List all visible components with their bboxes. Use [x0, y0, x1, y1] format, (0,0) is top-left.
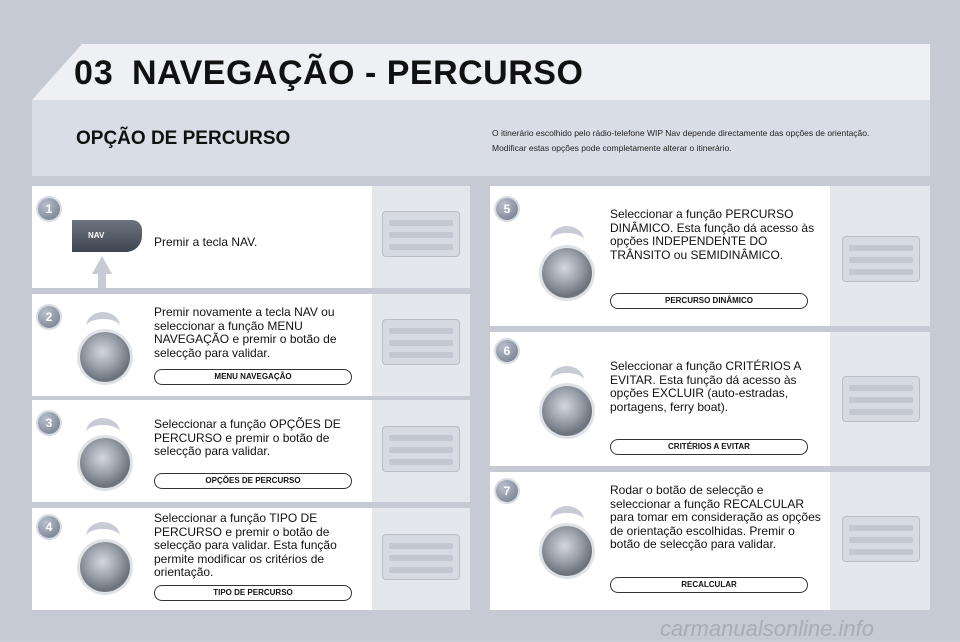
page-title: NAVEGAÇÃO - PERCURSO: [132, 54, 584, 92]
recalcular-button[interactable]: RECALCULAR: [610, 577, 808, 593]
step-2-text: Premir novamente a tecla NAV ou seleccionar a função MENU NAVEGAÇÃO e premir o botão de selecção para validar.: [154, 305, 337, 360]
section-title: OPÇÃO DE PERCURSO: [76, 128, 291, 149]
step-7-text: Rodar o botão de selecção e seleccionar a função RECALCULAR para tomar em consideração as opções de orientação escolhidas. Premir o botão de selecção para validar.: [610, 483, 821, 551]
opcoes-de-percurso-button[interactable]: OPÇÕES DE PERCURSO: [154, 473, 352, 489]
nav-key-label: NAV: [88, 231, 105, 240]
step-6-text: Seleccionar a função CRITÉRIOS A EVITAR. Esta função dá acesso às opções EXCLUIR (auto-estradas, portagens, ferry boat).: [610, 359, 801, 414]
step-7-badge: 7: [496, 480, 518, 502]
step-5-badge: 5: [496, 198, 518, 220]
intro-line-2: Modificar estas opções pode completamente alterar o itinerário.: [492, 143, 732, 153]
selection-knob-icon: [80, 438, 130, 488]
intro-line-1: O itinerário escolhido pelo rádio-telefone WIP Nav depende directamente das opções de orientação.: [492, 128, 870, 138]
selection-knob-icon: [542, 248, 592, 298]
step-1-badge: 1: [38, 198, 60, 220]
step-2-badge: 2: [38, 306, 60, 328]
radio-panel-icon: [842, 236, 920, 282]
watermark: carmanualsonline.info: [660, 616, 875, 641]
step-4-badge: 4: [38, 516, 60, 538]
nav-key-image: [72, 220, 142, 252]
radio-panel-icon: [842, 376, 920, 422]
intro-text: [492, 126, 922, 156]
step-1-text: Premir a tecla NAV.: [154, 235, 258, 249]
radio-panel-icon: [382, 426, 460, 472]
menu-navegacao-button[interactable]: MENU NAVEGAÇÃO: [154, 369, 352, 385]
selection-knob-icon: [542, 526, 592, 576]
selection-knob-icon: [80, 332, 130, 382]
tipo-de-percurso-button[interactable]: TIPO DE PERCURSO: [154, 585, 352, 601]
step-3-text: Seleccionar a função OPÇÕES DE PERCURSO e premir o botão de selecção para validar.: [154, 417, 341, 458]
step-5-text: Seleccionar a função PERCURSO DINÂMICO. Esta função dá acesso às opções INDEPENDENTE DO TRÂNSITO ou SEMIDINÂMICO.: [610, 207, 815, 262]
step-4-text: Seleccionar a função TIPO DE PERCURSO e premir o botão de selecção para validar. Esta função permite modificar os critérios de orientação.: [154, 511, 337, 579]
selection-knob-icon: [80, 542, 130, 592]
step-6-badge: 6: [496, 340, 518, 362]
press-arrow-stem-icon: [98, 272, 106, 288]
radio-panel-icon: [382, 534, 460, 580]
radio-panel-icon: [842, 516, 920, 562]
criterios-a-evitar-button[interactable]: CRITÉRIOS A EVITAR: [610, 439, 808, 455]
percurso-dinamico-button[interactable]: PERCURSO DINÂMICO: [610, 293, 808, 309]
chapter-number: 03: [74, 54, 114, 92]
step-3-badge: 3: [38, 412, 60, 434]
selection-knob-icon: [542, 386, 592, 436]
radio-panel-icon: [382, 211, 460, 257]
radio-panel-icon: [382, 319, 460, 365]
